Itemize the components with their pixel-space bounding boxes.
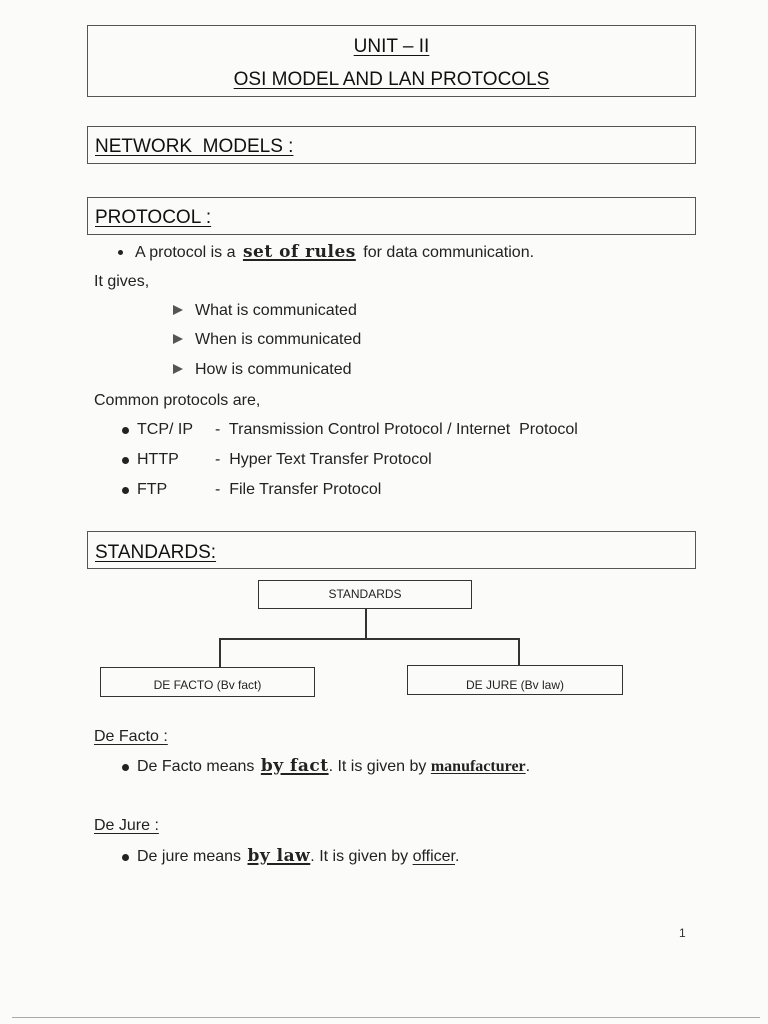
bullet-icon (122, 487, 129, 494)
triangle-bullet-icon (173, 334, 183, 344)
title-box (87, 25, 696, 97)
de-facto-prefix: De Facto means (137, 758, 255, 775)
page-title: OSI MODEL AND LAN PROTOCOLS (233, 69, 550, 90)
de-facto-node: DE FACTO (Bv fact) (100, 667, 315, 697)
connector-line (219, 638, 520, 640)
gives-item-text: How is communicated (195, 361, 352, 378)
protocol-item (122, 421, 193, 439)
de-facto-middle: . It is given by (328, 758, 427, 775)
bullet-icon (122, 427, 129, 434)
page-edge-line (12, 1017, 760, 1018)
gives-item (173, 331, 361, 349)
officer-emphasis: officer (412, 848, 455, 865)
de-facto-definition (122, 756, 530, 776)
standards-box (87, 531, 696, 569)
definition-suffix: for data communication. (363, 244, 535, 261)
de-jure-node: DE JURE (Bv law) (407, 665, 623, 695)
set-of-rules-emphasis: set of rules (242, 242, 356, 262)
triangle-bullet-icon (173, 364, 183, 374)
de-jure-prefix: De jure means (137, 848, 242, 865)
protocol-desc: - Hyper Text Transfer Protocol (215, 451, 432, 468)
protocol-heading: PROTOCOL : (95, 207, 212, 228)
by-law-emphasis: by law (247, 846, 311, 866)
de-jure-heading: De Jure : (94, 817, 159, 834)
de-jure-middle: . It is given by (310, 848, 409, 865)
connector-line (365, 609, 367, 640)
unit-label: UNIT – II (353, 36, 430, 57)
triangle-bullet-icon (173, 305, 183, 315)
page-number: 1 (679, 926, 686, 940)
common-protocols-label: Common protocols are, (94, 392, 261, 409)
network-models-heading: NETWORK MODELS : (95, 136, 294, 157)
protocol-definition (118, 242, 534, 262)
gives-item-text: When is communicated (195, 331, 362, 348)
protocol-name: FTP (137, 481, 168, 498)
de-facto-heading: De Facto : (94, 728, 168, 745)
protocol-item (122, 481, 167, 499)
protocol-name: TCP/ IP (137, 421, 194, 438)
standards-heading: STANDARDS: (95, 542, 217, 563)
connector-line (518, 638, 520, 666)
protocol-desc: - File Transfer Protocol (215, 481, 382, 498)
connector-line (219, 638, 221, 668)
gives-item-text: What is communicated (195, 302, 357, 319)
it-gives-label: It gives, (94, 273, 150, 290)
de-jure-end: . (454, 848, 460, 865)
de-jure-definition (122, 846, 459, 866)
bullet-icon (122, 457, 129, 464)
definition-prefix: A protocol is a (135, 244, 236, 261)
gives-item (173, 302, 357, 320)
manufacturer-emphasis: manufacturer (430, 758, 526, 775)
bullet-icon (122, 854, 129, 861)
gives-item (173, 361, 352, 379)
de-facto-end: . (525, 758, 531, 775)
standards-root-node: STANDARDS (258, 580, 472, 609)
network-models-box (87, 126, 696, 164)
protocol-desc: - Transmission Control Protocol / Internet Protocol (215, 421, 578, 438)
bullet-icon (118, 250, 123, 255)
protocol-name: HTTP (137, 451, 179, 468)
protocol-item (122, 451, 179, 469)
by-fact-emphasis: by fact (260, 756, 329, 776)
bullet-icon (122, 764, 129, 771)
protocol-box (87, 197, 696, 235)
